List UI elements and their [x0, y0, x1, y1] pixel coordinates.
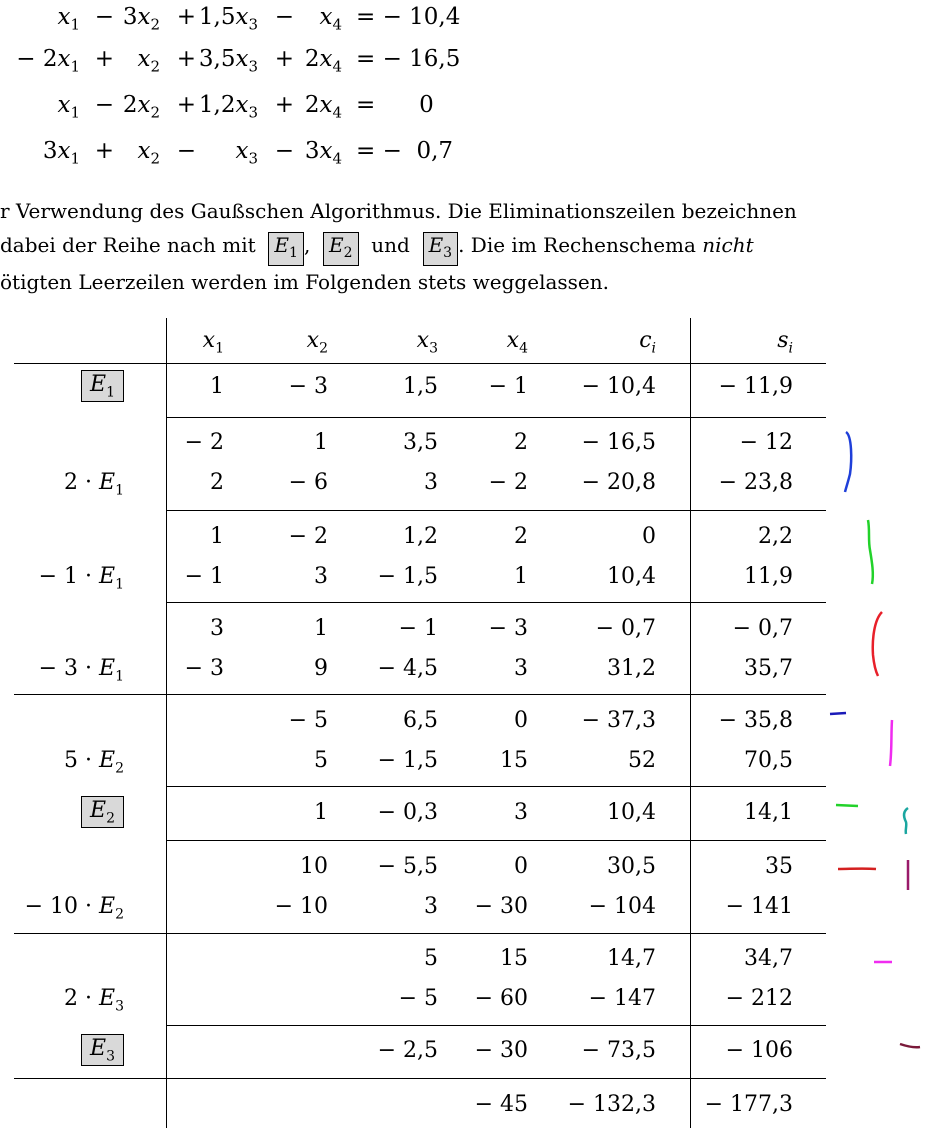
table-cell: − 4,5 — [377, 656, 438, 681]
equation-rhs: = − 0,7 — [356, 138, 454, 164]
table-cell: − 177,3 — [704, 1092, 793, 1117]
equation-rhs: = 0 — [356, 92, 434, 118]
table-cell: 2 — [210, 470, 224, 495]
table-cell: 70,5 — [744, 748, 793, 773]
table-cell: − 23,8 — [718, 470, 793, 495]
equation-term: $3x_1$ — [42, 138, 80, 168]
equation-operator: + — [176, 4, 196, 30]
equation-term: $x_1$ — [57, 92, 80, 122]
equation-term: $2x_4$ — [304, 46, 342, 76]
equation-operator: + — [176, 92, 196, 118]
table-cell: 31,2 — [607, 656, 656, 681]
equation-operator: + — [94, 138, 114, 164]
table-cell: − 5 — [398, 986, 438, 1011]
equation-term: $x_4$ — [319, 4, 342, 34]
table-cell: 0 — [514, 708, 528, 733]
table-cell: − 3 — [288, 374, 328, 399]
row-label: − $1 \cdot E_1$ — [38, 564, 124, 593]
table-cell: − 0,3 — [377, 800, 438, 825]
table-cell: − 35,8 — [718, 708, 793, 733]
e2-box: $E_2$ — [323, 232, 359, 266]
equation-term: $3x_4$ — [304, 138, 342, 168]
e3-box: $E_3$ — [423, 232, 459, 266]
red-bracket-mark — [873, 612, 882, 676]
equation-term: $x_2$ — [137, 138, 160, 168]
equation-operator: − — [176, 138, 196, 164]
equation-rhs: = − 16,5 — [356, 46, 461, 72]
table-cell: 1,5 — [403, 374, 438, 399]
equation-operator: − — [94, 4, 114, 30]
table-cell: 5 — [314, 748, 328, 773]
paragraph-line-2-text-a: dabei der Reihe nach mit — [0, 233, 256, 257]
row-label: $5 \cdot E_2$ — [64, 748, 124, 777]
table-cell: 10 — [300, 854, 328, 879]
table-cell: 6,5 — [403, 708, 438, 733]
table-cell: 10,4 — [607, 564, 656, 589]
table-cell: 3 — [210, 616, 224, 641]
table-cell: − 16,5 — [581, 430, 656, 455]
blue-bracket-mark — [845, 432, 851, 492]
equation-operator: + — [274, 46, 294, 72]
table-cell: 1 — [314, 430, 328, 455]
equation-term: $2x_4$ — [304, 92, 342, 122]
word-nicht: nicht — [702, 233, 754, 257]
equation-term: $1,2x_3$ — [198, 92, 258, 122]
table-cell: − 20,8 — [581, 470, 656, 495]
table-cell: − 147 — [588, 986, 656, 1011]
table-cell: − 60 — [474, 986, 528, 1011]
table-cell: − 2 — [184, 430, 224, 455]
row-label-boxed: $E_1$ — [81, 370, 124, 402]
paragraph-line-2-text-d: . Die im Rechenschema — [458, 233, 696, 257]
column-header: $x_2$ — [306, 328, 328, 357]
equation-operator: − — [274, 4, 294, 30]
table-cell: − 1 — [184, 564, 224, 589]
table-cell: 3 — [424, 470, 438, 495]
table-cell: 2 — [514, 524, 528, 549]
equation-operator: + — [274, 92, 294, 118]
equation-operator: + — [176, 46, 196, 72]
table-cell: 3 — [514, 656, 528, 681]
column-header: $s_i$ — [777, 328, 793, 357]
column-header: $x_4$ — [506, 328, 528, 357]
table-cell: 1 — [314, 616, 328, 641]
table-cell: − 0,7 — [732, 616, 793, 641]
table-cell: − 1 — [488, 374, 528, 399]
equation-term: $3,5x_3$ — [198, 46, 258, 76]
table-cell: 11,9 — [744, 564, 793, 589]
maroon-dash-mark — [900, 1044, 920, 1047]
table-cell: 3 — [424, 894, 438, 919]
table-cell: 0 — [514, 854, 528, 879]
equation-term: − $2x_1$ — [16, 46, 80, 76]
table-cell: 1,2 — [403, 524, 438, 549]
table-cell: − 37,3 — [581, 708, 656, 733]
table-cell: 2 — [514, 430, 528, 455]
paragraph-line-3: ötigten Leerzeilen werden im Folgenden stets weggelassen. — [0, 270, 609, 294]
equation-term: $3x_2$ — [122, 4, 160, 34]
table-cell: 3 — [514, 800, 528, 825]
magenta-bracket-mark — [890, 720, 892, 766]
row-label: − $3 \cdot E_1$ — [38, 656, 124, 685]
table-cell: − 11,9 — [718, 374, 793, 399]
table-cell: − 2 — [288, 524, 328, 549]
paragraph-line-1: r Verwendung des Gaußschen Algorithmus. Die Eliminationszeilen bezeichnen — [0, 199, 797, 223]
table-cell: 15 — [500, 748, 528, 773]
table-cell: 1 — [514, 564, 528, 589]
table-cell: − 3 — [488, 616, 528, 641]
table-cell: 5 — [424, 946, 438, 971]
equation-operator: − — [94, 92, 114, 118]
table-cell: 14,1 — [744, 800, 793, 825]
table-cell: − 1,5 — [377, 564, 438, 589]
table-cell: 3,5 — [403, 430, 438, 455]
e1-box: $E_1$ — [268, 232, 304, 266]
table-cell: − 1,5 — [377, 748, 438, 773]
table-cell: − 0,7 — [595, 616, 656, 641]
table-cell: 1 — [314, 800, 328, 825]
table-cell: − 10 — [274, 894, 328, 919]
table-cell: − 1 — [398, 616, 438, 641]
table-cell: 52 — [628, 748, 656, 773]
teal-curly-mark — [904, 808, 908, 834]
table-cell: 1 — [210, 524, 224, 549]
table-cell: − 30 — [474, 894, 528, 919]
equation-term: $x_3$ — [235, 138, 258, 168]
table-cell: − 73,5 — [581, 1038, 656, 1063]
comma: , — [303, 233, 311, 257]
table-cell: − 132,3 — [567, 1092, 656, 1117]
table-cell: − 30 — [474, 1038, 528, 1063]
row-label: $2 \cdot E_1$ — [64, 470, 124, 499]
equation-term: $x_1$ — [57, 4, 80, 34]
table-cell: − 12 — [739, 430, 793, 455]
table-cell: 14,7 — [607, 946, 656, 971]
table-cell: − 10,4 — [581, 374, 656, 399]
table-cell: 15 — [500, 946, 528, 971]
table-cell: − 3 — [184, 656, 224, 681]
table-cell: 3 — [314, 564, 328, 589]
table-cell: − 104 — [588, 894, 656, 919]
column-header: $x_1$ — [202, 328, 224, 357]
navy-dash-mark — [830, 713, 846, 714]
row-label-boxed: $E_3$ — [81, 1034, 124, 1066]
row-label-boxed: $E_2$ — [81, 796, 124, 828]
row-label: − $10 \cdot E_2$ — [24, 894, 124, 923]
table-cell: 35,7 — [744, 656, 793, 681]
table-cell: − 5 — [288, 708, 328, 733]
table-cell: − 106 — [725, 1038, 793, 1063]
table-cell: 1 — [210, 374, 224, 399]
table-cell: − 141 — [725, 894, 793, 919]
equation-operator: − — [274, 138, 294, 164]
table-cell: − 2,5 — [377, 1038, 438, 1063]
table-cell: 10,4 — [607, 800, 656, 825]
table-cell: 35 — [765, 854, 793, 879]
table-cell: − 6 — [288, 470, 328, 495]
equation-operator: + — [94, 46, 114, 72]
table-cell: − 212 — [725, 986, 793, 1011]
green-dash-mark — [836, 805, 858, 806]
table-cell: 30,5 — [607, 854, 656, 879]
equation-term: $x_2$ — [137, 46, 160, 76]
table-cell: − 2 — [488, 470, 528, 495]
table-cell: − 5,5 — [377, 854, 438, 879]
table-cell: 0 — [642, 524, 656, 549]
row-label: $2 \cdot E_3$ — [64, 986, 124, 1015]
equation-term: $1,5x_3$ — [198, 4, 258, 34]
table-cell: 9 — [314, 656, 328, 681]
table-cell: 34,7 — [744, 946, 793, 971]
table-cell: 2,2 — [758, 524, 793, 549]
green-bracket-mark — [868, 520, 873, 584]
table-cell: − 45 — [474, 1092, 528, 1117]
column-header: $c_i$ — [639, 328, 656, 357]
equation-rhs: = − 10,4 — [356, 4, 461, 30]
word-und: und — [371, 233, 410, 257]
column-header: $x_3$ — [416, 328, 438, 357]
equation-term: $2x_2$ — [122, 92, 160, 122]
